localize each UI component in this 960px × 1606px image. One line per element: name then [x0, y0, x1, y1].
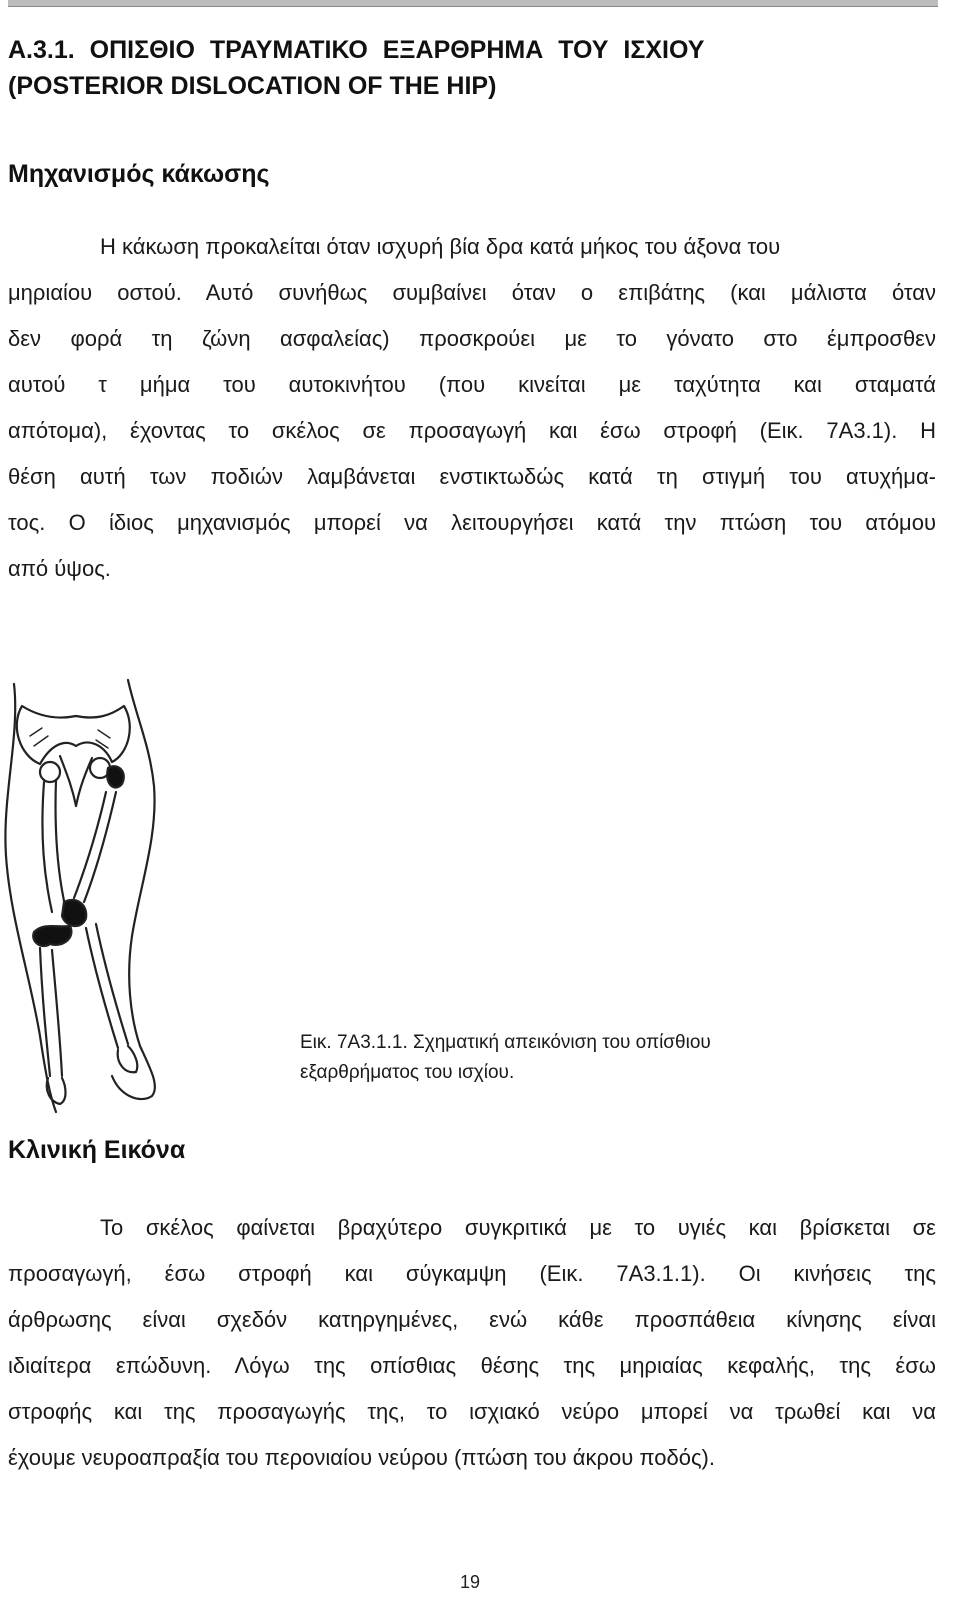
paragraph-line: έχουμε νευροαπραξία του περονιαίου νεύρου (πτώση του άκρου ποδός). [8, 1445, 715, 1470]
paragraph-line: τος. Ο ίδιος μηχανισμός μπορεί να λειτουργήσει κατά την πτώση του ατόμου [8, 510, 936, 535]
paragraph-line: μηριαίου οστού. Αυτό συνήθως συμβαίνει όταν ο επιβάτης (και μάλιστα όταν [8, 280, 936, 305]
page-number: 19 [459, 1572, 481, 1592]
paragraph-line: δεν φορά τη ζώνη ασφαλείας) προσκρούει με το γόνατο στο έμπροσθεν [8, 326, 936, 351]
heading-line-1: Α.3.1. ΟΠΙΣΘΙΟ ΤΡΑΥΜΑΤΙΚΟ ΕΞΑΡΘΡΗΜΑ ΤΟΥ ΙΣΧΙΟΥ [8, 36, 705, 64]
paragraph-line: απότομα), έχοντας το σκέλος σε προσαγωγή και έσω στροφή (Εικ. 7Α3.1). Η [8, 418, 936, 443]
top-rule [8, 0, 938, 7]
paragraph-line: θέση αυτή των ποδιών λαμβάνεται ενστικτωδώς κατά τη στιγμή του ατυχήμα- [8, 464, 936, 489]
clinical-paragraph [8, 1205, 936, 1481]
mechanism-title: Μηχανισμός κάκωσης [8, 160, 270, 188]
paragraph-line: Η κάκωση προκαλείται όταν ισχυρή βία δρα κατά μήκος του άξονα του [100, 234, 781, 259]
mechanism-paragraph [8, 224, 936, 592]
paragraph-line: αυτού τ μήμα του αυτοκινήτου (που κινείται με ταχύτητα και σταματά [8, 372, 936, 397]
section-heading [8, 32, 938, 104]
clinical-title: Κλινική Εικόνα [8, 1136, 186, 1164]
caption-line-2: εξαρθρήματος του ισχίου. [300, 1062, 515, 1083]
paragraph-line: Το σκέλος φαίνεται βραχύτερο συγκριτικά με το υγιές και βρίσκεται σε [100, 1215, 936, 1240]
hip-dislocation-illustration [0, 676, 290, 1116]
paragraph-line: άρθρωσης είναι σχεδόν κατηργημένες, ενώ κάθε προσπάθεια κίνησης είναι [8, 1307, 936, 1332]
caption-line-1: Εικ. 7Α3.1.1. Σχηματική απεικόνιση του οπίσθιου [300, 1032, 711, 1053]
paragraph-line: στροφής και της προσαγωγής της, το ισχιακό νεύρο μπορεί να τρωθεί και να [8, 1399, 936, 1424]
heading-line-2: (POSTERIOR DISLOCATION OF THE HIP) [8, 72, 497, 100]
paragraph-line: προσαγωγή, έσω στροφή και σύγκαμψη (Εικ. 7Α3.1.1). Οι κινήσεις της [8, 1261, 936, 1286]
figure-caption [300, 1028, 711, 1088]
paragraph-line: από ύψος. [8, 556, 111, 581]
paragraph-line: ιδιαίτερα επώδυνη. Λόγω της οπίσθιας θέσης της μηριαίας κεφαλής, της έσω [8, 1353, 936, 1378]
